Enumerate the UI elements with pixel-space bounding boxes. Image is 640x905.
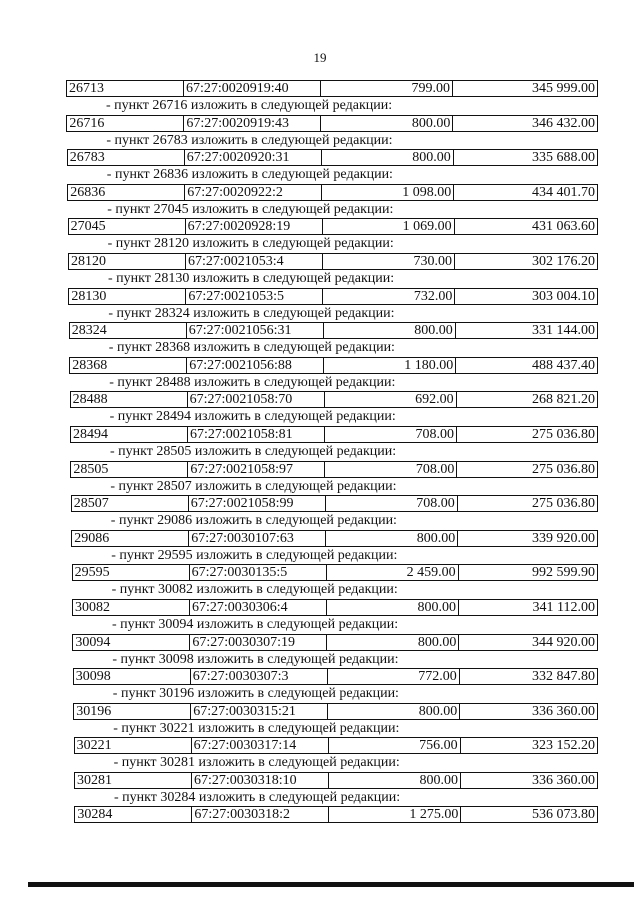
area-value: 1 275.00 (329, 807, 461, 822)
amendment-note: - пункт 29595 изложить в следующей редакции: (111, 547, 398, 563)
cadastral-value: 536 073.80 (532, 807, 595, 823)
amendment-note: - пункт 28494 изложить в следующей редакции: (109, 409, 396, 425)
table-row (72, 599, 598, 616)
row-id: 26713 (67, 81, 184, 96)
cadastral-number: 67:27:0030318:2 (192, 807, 329, 822)
cadastral-number: 67:27:0020919:43 (184, 116, 321, 131)
row-id: 29086 (72, 531, 189, 546)
table-row (71, 495, 598, 512)
amendment-note: - пункт 30098 изложить в следующей редакции: (112, 651, 399, 667)
table-row (66, 115, 598, 132)
table-row (73, 668, 598, 685)
amendment-note: - пункт 26716 изложить в следующей редакции: (106, 98, 393, 113)
table-row (69, 322, 598, 339)
area-value: 800.00 (326, 531, 458, 546)
amendment-note: - пункт 27045 изложить в следующей редакции: (107, 201, 394, 217)
cadastral-value: 335 688.00 (532, 150, 595, 166)
row-id: 30284 (75, 807, 192, 822)
area-value: 692.00 (325, 392, 457, 407)
cadastral-number: 67:27:0021058:81 (188, 427, 325, 442)
cadastral-value: 331 144.00 (532, 323, 595, 339)
cadastral-number: 67:27:0021058:70 (188, 392, 325, 407)
cadastral-number: 67:27:0020922:2 (185, 185, 322, 200)
area-value: 708.00 (325, 427, 457, 442)
cadastral-number: 67:27:0021053:5 (186, 289, 323, 304)
cadastral-value: 488 437.40 (532, 357, 595, 373)
amendment-note: - пункт 26783 изложить в следующей редакции: (106, 132, 393, 148)
cadastral-number: 67:27:0030317:14 (192, 738, 329, 753)
amendment-note: - пункт 28120 изложить в следующей редакции: (107, 236, 394, 252)
table-row (67, 149, 598, 166)
amendment-note: - пункт 28324 изложить в следующей редакции: (108, 305, 395, 321)
row-id: 28494 (71, 427, 188, 442)
cadastral-number: 67:27:0020920:31 (185, 150, 322, 165)
amendment-note: - пункт 30284 изложить в следующей редакции: (114, 789, 401, 805)
table-row (71, 530, 598, 547)
table-row (68, 218, 598, 235)
cadastral-value: 346 432.00 (532, 115, 595, 131)
cadastral-value: 341 112.00 (532, 599, 595, 615)
cadastral-value: 332 847.80 (532, 669, 595, 685)
area-value: 1 098.00 (322, 185, 454, 200)
cadastral-number: 67:27:0030306:4 (190, 600, 327, 615)
cadastral-value: 275 036.80 (532, 496, 595, 512)
cadastral-value: 336 360.00 (532, 703, 595, 719)
cadastral-value: 344 920.00 (532, 634, 595, 650)
row-id: 30196 (74, 704, 191, 719)
cadastral-number: 67:27:0021058:99 (189, 496, 326, 511)
cadastral-number: 67:27:0030315:21 (191, 704, 328, 719)
table-row (72, 634, 598, 651)
amendment-note: - пункт 30281 изложить в следующей редакции: (113, 755, 400, 771)
table-row (68, 288, 598, 305)
cadastral-value: 303 004.10 (532, 288, 595, 304)
cadastral-value: 275 036.80 (532, 461, 595, 477)
area-value: 800.00 (322, 150, 454, 165)
table-row (68, 253, 598, 270)
area-value: 2 459.00 (327, 565, 459, 580)
row-id: 28324 (70, 323, 187, 338)
row-id: 26836 (68, 185, 185, 200)
row-id: 30094 (73, 635, 190, 650)
row-id: 28120 (69, 254, 186, 269)
cadastral-value: 431 063.60 (532, 219, 595, 235)
table-row (73, 703, 598, 720)
amendment-note: - пункт 26836 изложить в следующей редакции: (106, 167, 393, 183)
row-id: 28507 (72, 496, 189, 511)
table-row (72, 564, 598, 581)
amendment-note: - пункт 28507 изложить в следующей редакции: (110, 478, 397, 494)
table-row (70, 461, 598, 478)
row-id: 28368 (70, 358, 187, 373)
row-id: 28505 (71, 462, 188, 477)
row-id: 30221 (75, 738, 192, 753)
area-value: 1 069.00 (323, 219, 455, 234)
cadastral-number: 67:27:0021056:88 (187, 358, 324, 373)
cadastral-number: 67:27:0030307:3 (191, 669, 328, 684)
cadastral-number: 67:27:0021056:31 (187, 323, 324, 338)
cadastral-value: 345 999.00 (532, 81, 595, 96)
row-id: 28130 (69, 289, 186, 304)
area-value: 800.00 (328, 704, 460, 719)
amendment-note: - пункт 28505 изложить в следующей редакции: (110, 443, 397, 459)
table-row (74, 806, 598, 823)
cadastral-number: 67:27:0020928:19 (186, 219, 323, 234)
cadastral-number: 67:27:0030307:19 (190, 635, 327, 650)
area-value: 800.00 (327, 635, 459, 650)
amendment-note: - пункт 28130 изложить в следующей редакции: (108, 270, 395, 286)
cadastral-value: 336 360.00 (532, 772, 595, 788)
cadastral-value: 992 599.90 (532, 565, 595, 581)
table-row (74, 772, 598, 789)
row-id: 28488 (71, 392, 188, 407)
area-value: 730.00 (323, 254, 455, 269)
amendment-note: - пункт 29086 изложить в следующей редакции: (110, 513, 397, 529)
row-id: 26716 (67, 116, 184, 131)
area-value: 800.00 (321, 116, 453, 131)
area-value: 800.00 (327, 600, 459, 615)
cadastral-number: 67:27:0030107:63 (189, 531, 326, 546)
cadastral-number: 67:27:0030318:10 (192, 773, 329, 788)
row-id: 27045 (69, 219, 186, 234)
table-row (70, 391, 598, 408)
area-value: 799.00 (321, 81, 453, 96)
table-row (70, 426, 598, 443)
amendment-note: - пункт 30196 изложить в следующей редакции: (112, 686, 399, 702)
table-row (69, 357, 598, 374)
cadastral-number: 67:27:0020919:40 (184, 81, 321, 96)
table-row (66, 80, 598, 97)
area-value: 708.00 (326, 496, 458, 511)
row-id: 26783 (68, 150, 185, 165)
row-id: 30098 (74, 669, 191, 684)
cadastral-number: 67:27:0021053:4 (186, 254, 323, 269)
cadastral-value: 323 152.20 (532, 738, 595, 754)
amendment-list (66, 80, 598, 823)
area-value: 800.00 (324, 323, 456, 338)
cadastral-number: 67:27:0021058:97 (188, 462, 325, 477)
cadastral-value: 302 176.20 (532, 253, 595, 269)
area-value: 756.00 (329, 738, 461, 753)
table-row (67, 184, 598, 201)
amendment-note: - пункт 30221 изложить в следующей редакции: (113, 720, 400, 736)
page-number: 19 (313, 50, 327, 65)
amendment-note: - пункт 28368 изложить в следующей редакции: (108, 340, 395, 356)
bottom-rule (28, 882, 634, 887)
cadastral-value: 268 821.20 (532, 392, 595, 408)
cadastral-number: 67:27:0030135:5 (190, 565, 327, 580)
cadastral-value: 434 401.70 (532, 184, 595, 200)
area-value: 1 180.00 (324, 358, 456, 373)
area-value: 800.00 (329, 773, 461, 788)
amendment-note: - пункт 28488 изложить в следующей редакции: (109, 374, 396, 390)
row-id: 29595 (73, 565, 190, 580)
area-value: 732.00 (323, 289, 455, 304)
amendment-note: - пункт 30094 изложить в следующей редакции: (112, 616, 399, 632)
cadastral-value: 275 036.80 (532, 426, 595, 442)
area-value: 772.00 (328, 669, 460, 684)
area-value: 708.00 (325, 462, 457, 477)
cadastral-value: 339 920.00 (532, 530, 595, 546)
table-row (74, 737, 598, 754)
row-id: 30281 (75, 773, 192, 788)
amendment-note: - пункт 30082 изложить в следующей редакции: (111, 582, 398, 598)
row-id: 30082 (73, 600, 190, 615)
